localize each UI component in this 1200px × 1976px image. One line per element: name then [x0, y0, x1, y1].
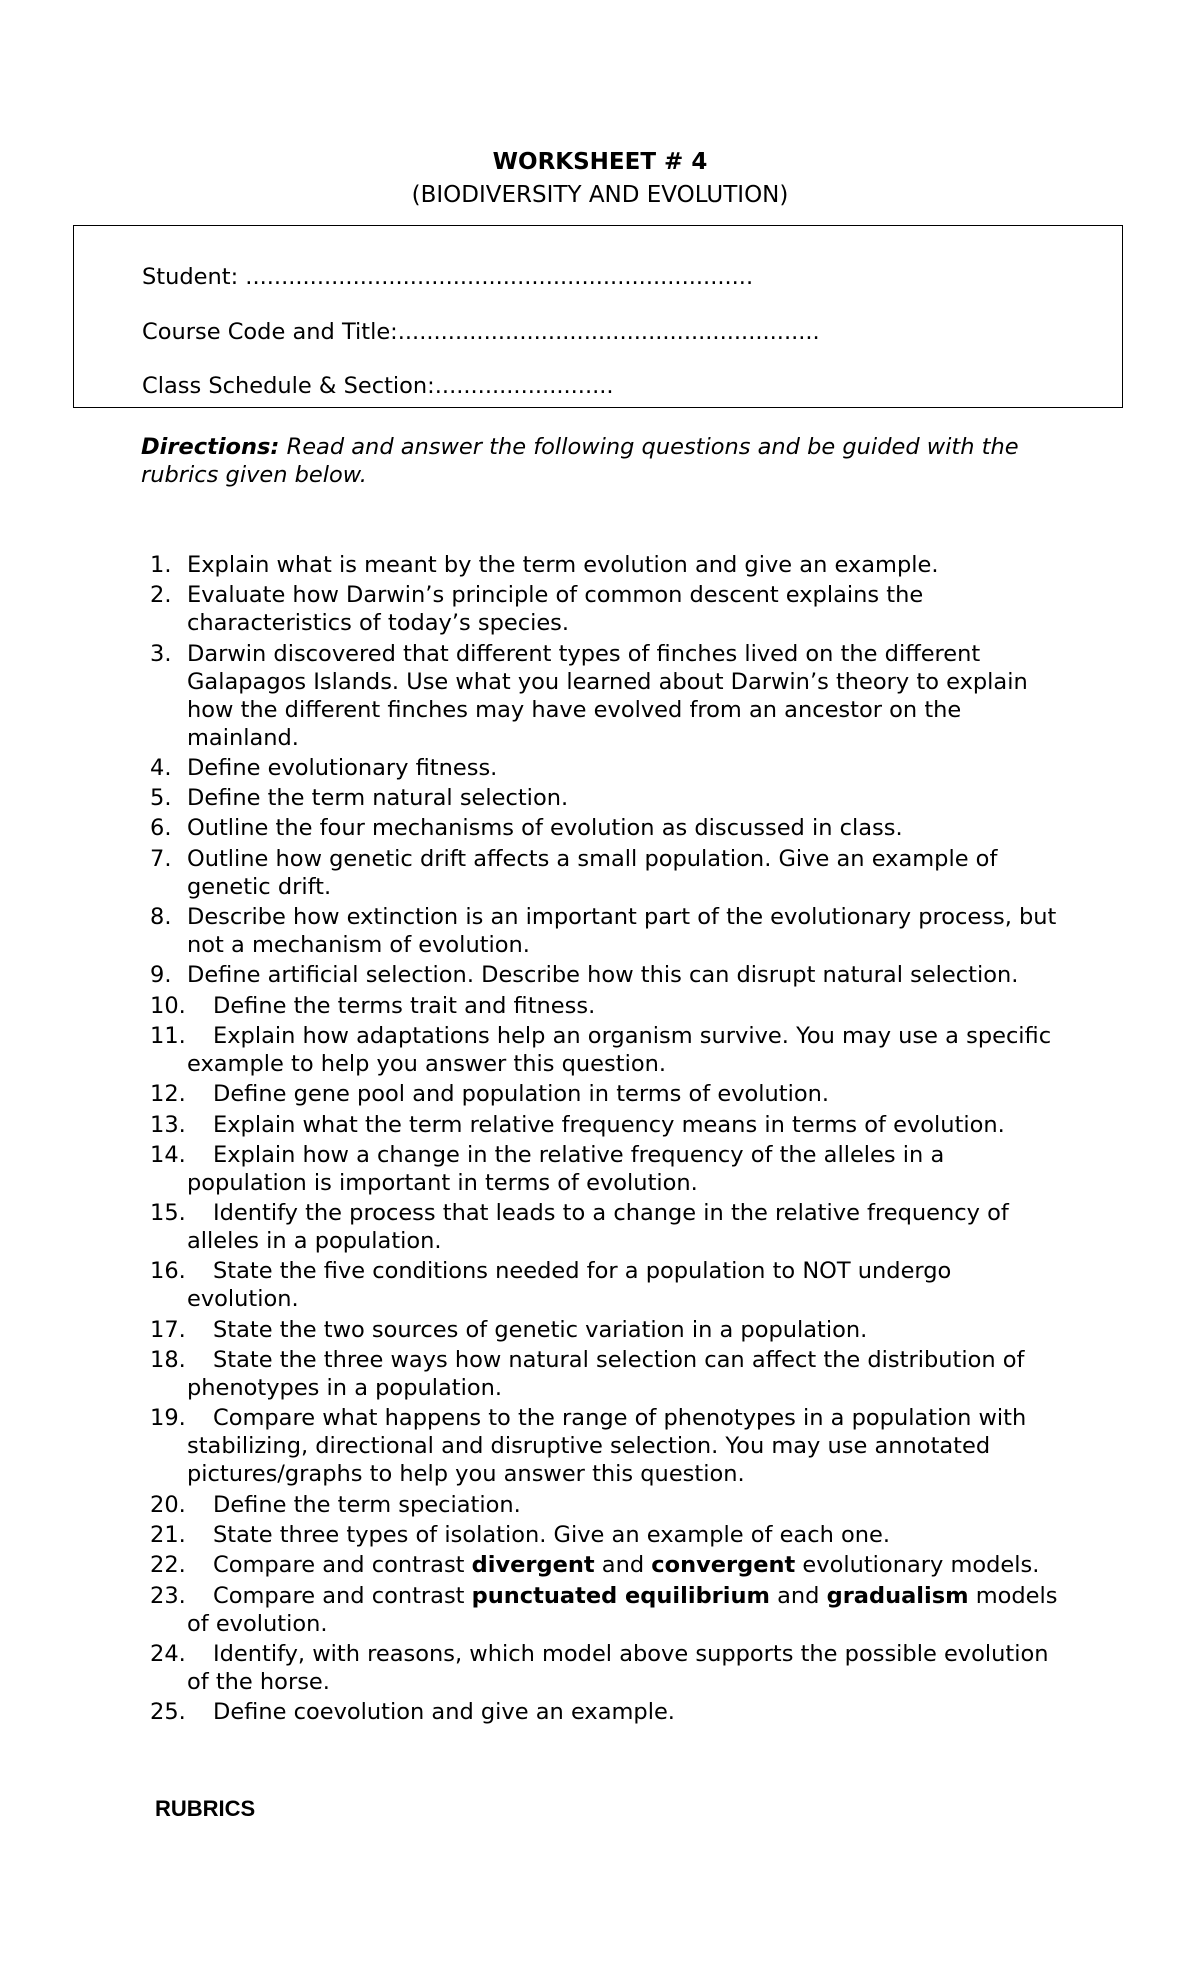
question-text: State the three ways how natural selection can affect the distribution of phenotypes in a population. [187, 1347, 1025, 1402]
question-text: Describe how extinction is an important part of the evolutionary process, but not a mechanism of evolution. [187, 904, 1057, 959]
question-number: 15. [150, 1200, 186, 1227]
question-number: 11. [150, 1022, 186, 1049]
question-number: 5. [150, 785, 172, 812]
question-text-mid: and [769, 1582, 827, 1609]
question-term-convergent: convergent [651, 1552, 796, 1579]
question-term-punctuated-equilibrium: punctuated equilibrium [471, 1582, 770, 1609]
question-text: Evaluate how Darwin’s principle of common descent explains the characteristics of today’s species. [187, 582, 924, 637]
question-text: Compare what happens to the range of phenotypes in a population with stabilizing, directional and disruptive selection. You may use annotated pictures/graphs to help you answer this question. [187, 1405, 1027, 1488]
question-text: Explain how adaptations help an organism survive. You may use a specific example to help you answer this question. [187, 1022, 1052, 1077]
question-text: State the two sources of genetic variation in a population. [213, 1316, 868, 1343]
question-text-post: evolutionary models. [795, 1552, 1040, 1579]
question-text: Explain what is meant by the term evolution and give an example. [187, 552, 939, 578]
question-text: State the five conditions needed for a population to NOT undergo evolution. [187, 1258, 952, 1313]
question-text: Outline the four mechanisms of evolution as discussed in class. [187, 815, 903, 842]
question-number: 8. [150, 904, 172, 931]
question-item [0, 992, 1067, 1020]
question-number: 14. [150, 1141, 186, 1168]
question-list [0, 551, 1200, 1728]
question-item [0, 1111, 1067, 1139]
question-number: 4. [150, 754, 172, 781]
question-number: 7. [150, 845, 172, 872]
question-item [0, 1346, 1067, 1402]
question-text: Explain how a change in the relative frequency of the alleles in a population is important in terms of evolution. [187, 1141, 945, 1196]
question-text: Define artificial selection. Describe how this can disrupt natural selection. [187, 962, 1019, 989]
question-number: 20. [150, 1491, 186, 1518]
student-field[interactable]: Student: ....................................................................... [142, 264, 754, 290]
question-item [0, 1640, 1067, 1696]
directions [141, 433, 1061, 489]
question-term-divergent: divergent [471, 1552, 595, 1579]
question-text: Define the term natural selection. [187, 785, 569, 812]
question-item [0, 1582, 1067, 1638]
question-item [0, 1551, 1067, 1579]
question-item [0, 1521, 1067, 1549]
question-text: Outline how genetic drift affects a small population. Give an example of genetic drift. [187, 845, 998, 900]
question-item [0, 814, 1067, 842]
class-schedule-field[interactable]: Class Schedule & Section:......................... [142, 373, 614, 399]
directions-label: Directions: [141, 434, 280, 460]
course-code-field[interactable]: Course Code and Title:........................................................... [142, 319, 820, 345]
question-term-gradualism: gradualism [826, 1582, 969, 1609]
question-item [0, 754, 1067, 782]
student-info-box [73, 225, 1123, 408]
question-number: 10. [150, 992, 186, 1019]
question-item [0, 581, 1067, 637]
question-number: 13. [150, 1111, 186, 1138]
question-text-mid: and [594, 1552, 652, 1579]
rubrics-heading: RUBRICS [155, 1796, 256, 1821]
directions-text: Read and answer the following questions and be guided with the rubrics given below. [141, 434, 1019, 488]
question-text-pre: Compare and contrast [213, 1552, 472, 1579]
question-number: 22. [150, 1552, 186, 1579]
question-number: 19. [150, 1405, 186, 1432]
question-item [0, 1257, 1067, 1313]
question-text: Identify, with reasons, which model above supports the possible evolution of the horse. [187, 1640, 1049, 1695]
question-text: Define evolutionary fitness. [187, 754, 498, 781]
question-number: 2. [150, 582, 172, 609]
question-item [0, 1404, 1067, 1488]
question-number: 24. [150, 1640, 186, 1667]
question-text: State three types of isolation. Give an example of each one. [213, 1521, 891, 1548]
question-text: Define gene pool and population in terms of evolution. [213, 1081, 830, 1108]
question-number: 17. [150, 1316, 186, 1343]
question-text-post: models of evolution. [187, 1582, 1058, 1637]
question-item [0, 845, 1067, 901]
question-number: 3. [150, 640, 172, 667]
question-text: Darwin discovered that different types of finches lived on the different Galapagos Islands. Use what you learned about Darwin’s theory to explain how the different finches may have evolved from an ancestor on the mainland. [187, 640, 1028, 751]
question-text: Define coevolution and give an example. [213, 1699, 675, 1726]
question-number: 21. [150, 1521, 186, 1548]
question-item [0, 1022, 1067, 1078]
worksheet-title: WORKSHEET # 4 [492, 149, 708, 175]
question-number: 6. [150, 815, 172, 842]
question-item [0, 551, 1067, 579]
question-item [0, 961, 1067, 989]
question-item [0, 903, 1067, 959]
question-number: 25. [150, 1699, 186, 1726]
question-text: Identify the process that leads to a change in the relative frequency of alleles in a population. [187, 1200, 1009, 1255]
question-item [0, 1199, 1067, 1255]
question-item [0, 1080, 1067, 1108]
question-number: 12. [150, 1081, 186, 1108]
question-number: 18. [150, 1347, 186, 1374]
question-item [0, 784, 1067, 812]
question-text: Define the term speciation. [213, 1491, 521, 1518]
question-item [0, 640, 1067, 752]
question-number: 1. [150, 552, 172, 578]
question-item [0, 1141, 1067, 1197]
question-text-pre: Compare and contrast [213, 1582, 472, 1609]
worksheet-subtitle: (BIODIVERSITY AND EVOLUTION) [411, 182, 789, 208]
question-number: 9. [150, 962, 172, 989]
question-item [0, 1698, 1067, 1726]
question-number: 16. [150, 1258, 186, 1285]
question-text: Explain what the term relative frequency means in terms of evolution. [213, 1111, 1005, 1138]
question-item [0, 1316, 1067, 1344]
question-text: Define the terms trait and fitness. [213, 992, 596, 1019]
question-number: 23. [150, 1582, 186, 1609]
question-item [0, 1491, 1067, 1519]
